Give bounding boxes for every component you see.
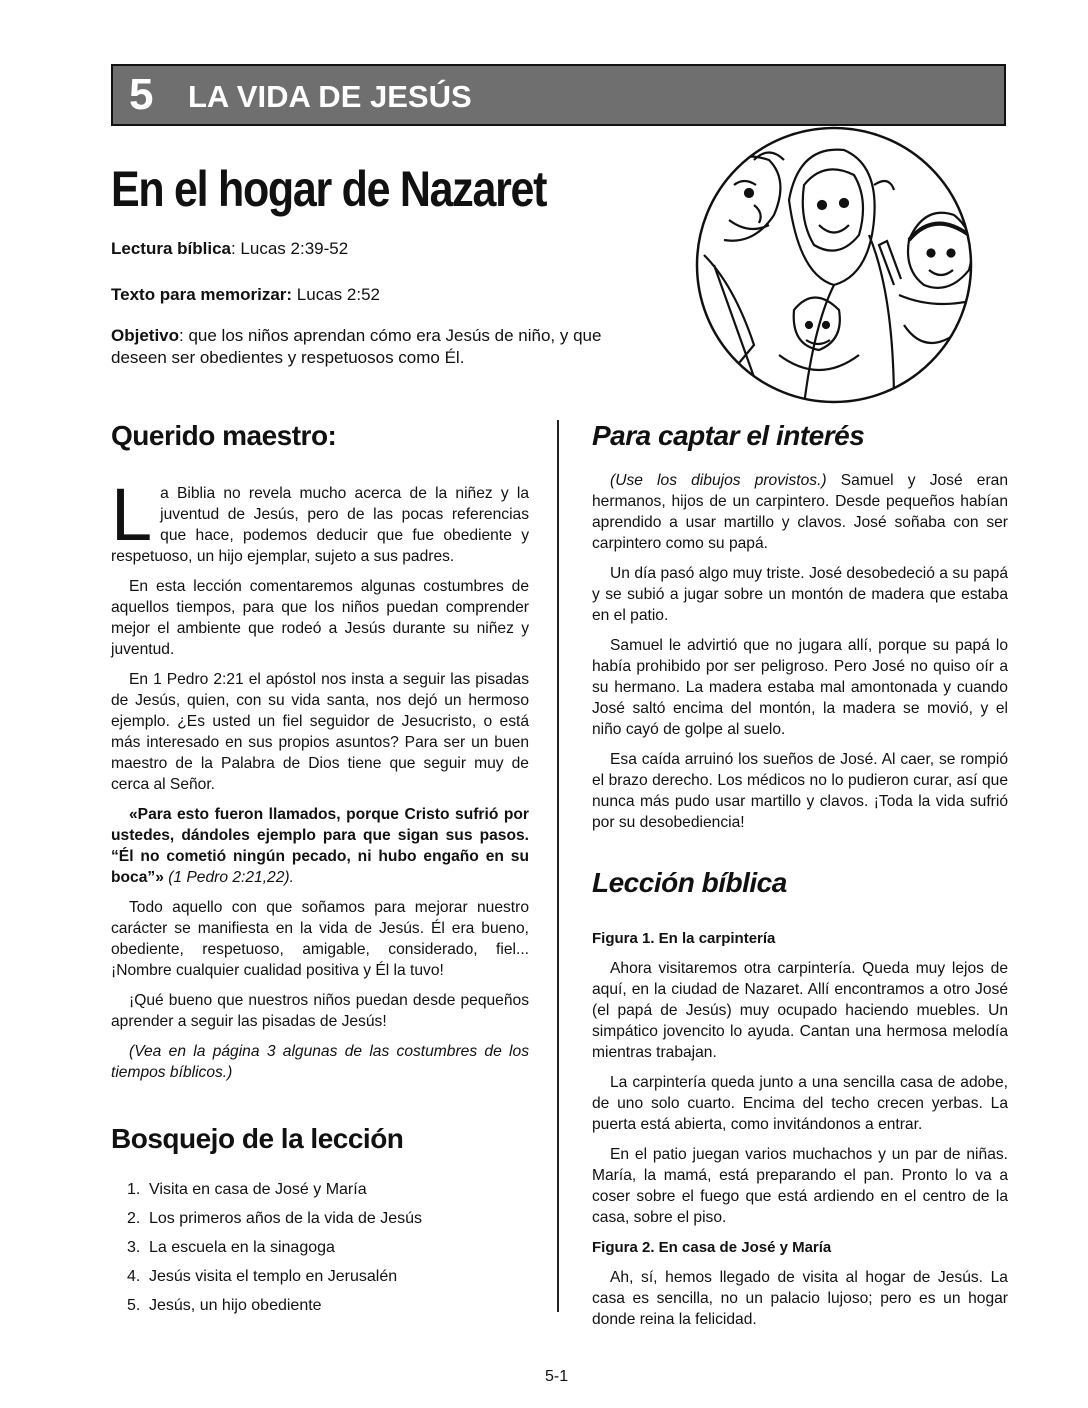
chapter-number: 5 xyxy=(129,70,154,119)
figure-1-heading: Figura 1. En la carpintería xyxy=(592,930,776,947)
objective-line xyxy=(111,325,621,369)
objective-value: : que los niños aprendan cómo era Jesús de niño, y que deseen ser obedientes y respetuosos como Él. xyxy=(111,326,602,367)
dear-teacher-heading: Querido maestro: xyxy=(111,420,337,451)
left-paragraph-3: En 1 Pedro 2:21 el apóstol nos insta a seguir las pisadas de Jesús, quien, con su vida santa, nos dejó un hermoso ejemplo. ¿Es usted un fiel seguidor de Jesucristo, o está más interesado en sus propios asuntos? Para ser un buen maestro de la Palabra de Dios tiene que seguir muy de cerca al Señor. xyxy=(111,671,529,793)
reading-value: : Lucas 2:39-52 xyxy=(230,239,349,258)
right-column-top xyxy=(592,470,1008,842)
objective-label: Objetivo xyxy=(111,326,180,345)
figure-1-paragraph-2: La carpintería queda junto a una sencilla casa de adobe, de uno solo cuarto. Encima del techo crecen yerbas. La puerta está abierta, como invitándonos a entrar. xyxy=(592,1074,1008,1133)
right-paragraph-1-italic: (Use los dibujos provistos.) xyxy=(610,472,827,489)
reading-label: Lectura bíblica xyxy=(111,239,231,258)
scripture-quote xyxy=(111,804,529,888)
right-paragraph-2: Un día pasó algo muy triste. José desobedeció a su papá y se subió a jugar sobre un montón de madera que estaba en el patio. xyxy=(592,565,1008,624)
quote-reference: (1 Pedro 2:21,22). xyxy=(163,869,294,886)
left-paragraph-5: ¡Qué bueno que nuestros niños puedan desde pequeños aprender a seguir las pisadas de Jesús! xyxy=(111,992,529,1030)
memory-line xyxy=(111,284,631,306)
chapter-title: LA VIDA DE JESÚS xyxy=(188,79,472,114)
reading-line xyxy=(111,238,631,260)
list-item: 1. Visita en casa de José y María xyxy=(127,1181,367,1198)
memory-value: Lucas 2:52 xyxy=(292,285,380,304)
list-item: 4. Jesús visita el templo en Jerusalén xyxy=(127,1268,398,1285)
page-title: En el hogar de Nazaret xyxy=(111,161,547,217)
left-paragraph-1: a Biblia no revela mucho acerca de la niñez y la juventud de Jesús, pero de las pocas referencias que hace, podemos deducir que fue obediente y respetuoso, un hijo ejemplar, sujeto a sus padres. xyxy=(111,485,529,565)
right-paragraph-4: Esa caída arruinó los sueños de José. Al caer, se rompió el brazo derecho. Los médicos no lo pudieron curar, así que nunca más pudo usar martillo y clavos. ¡Toda la vida sufrió por su desobediencia! xyxy=(592,751,1008,831)
right-paragraph-3: Samuel le advirtió que no jugara allí, porque su papá lo había prohibido por ser peligroso. Pero José no quiso oír a su hermano. La madera estaba mal amontonada y cuando José saltó encima del montón, la madera se movió, y el niño cayó de golpe al suelo. xyxy=(592,637,1008,738)
lesson-heading: Lección bíblica xyxy=(592,867,787,898)
list-item: 5. Jesús, un hijo obediente xyxy=(127,1297,322,1314)
family-illustration xyxy=(694,125,974,405)
right-paragraph-1: (Use los dibujos provistos.) Samuel y José eran hermanos, hijos de un carpintero. Desde pequeños habían aprendido a usar martillo y clavos. José soñaba con ser carpintero como su papá. xyxy=(592,472,1008,552)
memory-label: Texto para memorizar: xyxy=(111,285,293,304)
page-number: 5-1 xyxy=(545,1368,569,1385)
figure-1-paragraph-3: En el patio juegan varios muchachos y un par de niñas. María, la mamá, está preparando el pan. Pronto lo va a coser sobre el fuego que está ardiendo en el centro de la casa, sobre el piso. xyxy=(592,1146,1008,1226)
quote-text: «Para esto fueron llamados, porque Cristo sufrió por ustedes, dándoles ejemplo para que sigan sus pasos. “Él no cometió ningún pecado, ni hubo engaño en su boca”» xyxy=(111,806,529,886)
column-divider xyxy=(557,420,559,1312)
list-item: 2. Los primeros años de la vida de Jesús xyxy=(127,1210,423,1227)
dropcap-letter: L xyxy=(111,473,153,556)
left-paragraph-4: Todo aquello con que soñamos para mejorar nuestro carácter se manifiesta en la vida de Jesús. Él era bueno, obediente, respetuoso, amigable, considerado, fiel... ¡Nombre cualquier cualidad positiva y Él la tuvo! xyxy=(111,899,529,979)
left-column xyxy=(111,473,529,1092)
left-paragraph-2: En esta lección comentaremos algunas costumbres de aquellos tiempos, para que los niños puedan comprender mejor el ambiente que rodeó a Jesús durante su niñez y juventud. xyxy=(111,578,529,658)
outline-list xyxy=(127,1175,422,1320)
outline-heading: Bosquejo de la lección xyxy=(111,1123,404,1154)
list-item: 3. La escuela en la sinagoga xyxy=(127,1239,335,1256)
interest-heading: Para captar el interés xyxy=(592,420,865,451)
chapter-banner xyxy=(111,64,1006,126)
figure-2-paragraph-1: Ah, sí, hemos llegado de visita al hogar de Jesús. La casa es sencilla, no un palacio lujoso; pero es un hogar donde reina la felicidad. xyxy=(592,1269,1008,1328)
figure-1-paragraph-1: Ahora visitaremos otra carpintería. Queda muy lejos de aquí, en la ciudad de Nazaret. Allí encontramos a otro José (el papá de Jesús) muy ocupado haciendo muebles. Un simpático jovencito lo ayuda. Cantan una hermosa melodía mientras trabajan. xyxy=(592,960,1008,1061)
page-note: (Vea en la página 3 algunas de las costumbres de los tiempos bíblicos.) xyxy=(111,1043,529,1081)
right-column-bottom xyxy=(592,928,1008,1339)
figure-2-heading: Figura 2. En casa de José y María xyxy=(592,1239,832,1256)
